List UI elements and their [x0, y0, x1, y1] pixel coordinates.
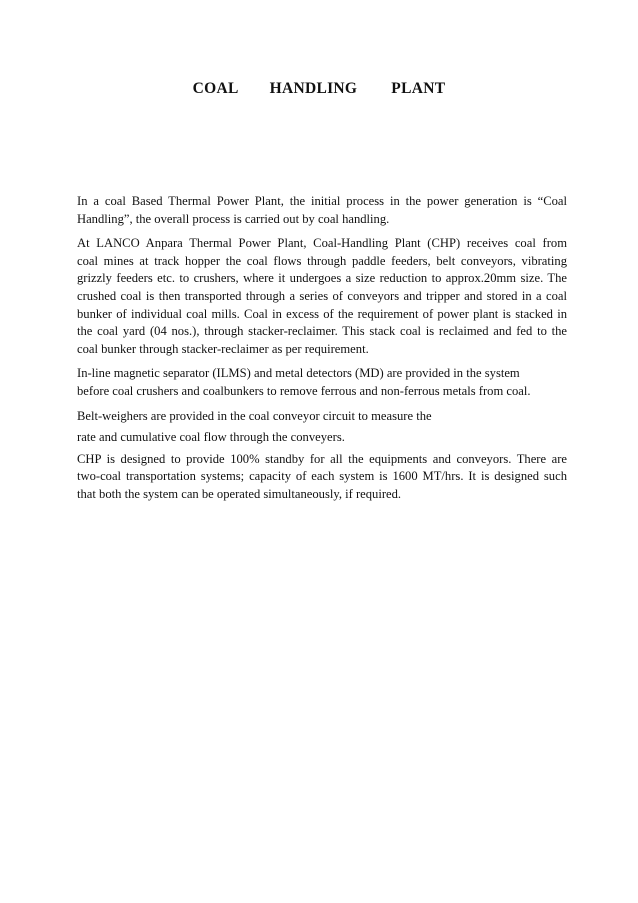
paragraph-line: In a coal Based Thermal Power Plant, the initial process in the power generation is “Coal	[77, 194, 567, 208]
title-word-handling: HANDLING	[269, 80, 358, 97]
paragraph-line: In-line magnetic separator (ILMS) and metal detectors (MD) are provided in the system	[77, 366, 520, 381]
paragraph-chp-process	[77, 235, 567, 358]
title-word-plant: PLANT	[391, 80, 446, 97]
paragraph-line: the coal yard (04 nos.), through stacker-reclaimer. This stack coal is reclaimed and fed to the	[77, 324, 567, 339]
page-title	[0, 80, 638, 98]
paragraph-intro	[77, 193, 567, 228]
paragraph-line: coal mines at track hopper the coal flows through paddle feeders, belt conveyors, vibrating	[77, 253, 567, 268]
paragraph-line: bunker of individual coal mills. Coal in excess of the requirement of power plant is stacked in	[77, 306, 567, 321]
paragraph-line: Belt-weighers are provided in the coal conveyor circuit to measure the	[77, 408, 432, 423]
paragraph-coal-flow	[77, 429, 567, 447]
paragraph-line: coal bunker through stacker-reclaimer as per requirement.	[77, 341, 369, 356]
title-word-coal: COAL	[192, 80, 239, 97]
paragraph-line: rate and cumulative coal flow through the conveyers.	[77, 430, 345, 445]
document-body	[77, 193, 567, 511]
paragraph-line: before coal crushers and coalbunkers to remove ferrous and non-ferrous metals from coal.	[77, 383, 531, 398]
paragraph-line: two-coal transportation systems; capacity of each system is 1600 MT/hrs. It is designed such	[77, 469, 567, 484]
paragraph-line: that both the system can be operated simultaneously, if required.	[77, 486, 402, 501]
paragraph-line: CHP is designed to provide 100% standby for all the equipments and conveyors. There are	[77, 451, 567, 466]
paragraph-line: crushed coal is then transported through a series of conveyors and tripper and stored in a coal	[77, 288, 567, 303]
paragraph-line: Handling”, the overall process is carried out by coal handling.	[77, 211, 390, 226]
paragraph-magnetic-separator	[77, 365, 567, 400]
paragraph-standby	[77, 451, 567, 504]
paragraph-line: At LANCO Anpara Thermal Power Plant, Coal-Handling Plant (CHP) receives coal from	[77, 236, 567, 251]
paragraph-line: grizzly feeders etc. to crushers, where it undergoes a size reduction to approx.20mm size. The	[77, 271, 567, 286]
paragraph-belt-weighers	[77, 408, 567, 426]
